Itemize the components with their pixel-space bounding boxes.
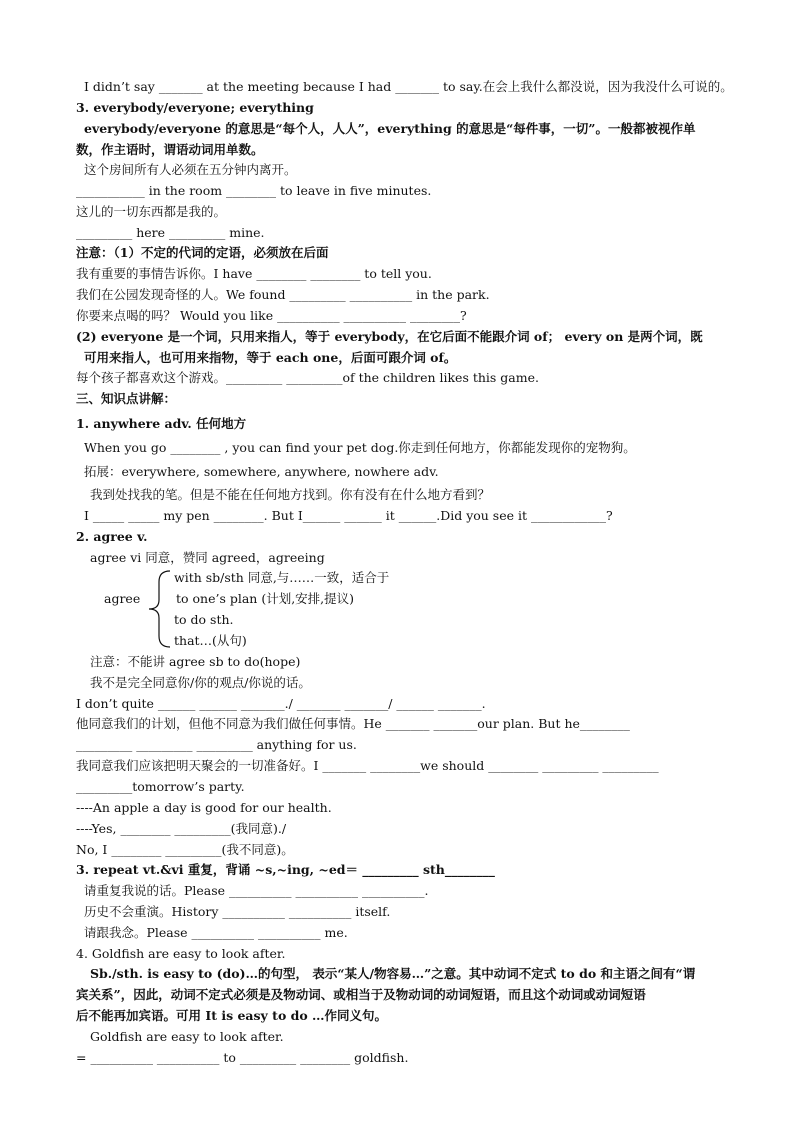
text-line: Goldfish are easy to look after.	[90, 1029, 284, 1044]
section-heading: 三、知识点讲解：	[76, 391, 177, 406]
text-line: 每个孩子都喜欢这个游戏。_________ _________of the children likes this game.	[76, 370, 539, 385]
text-line: 可用来指人，也可用来指物，等于 each one，后面可跟介词 of。	[84, 350, 457, 365]
text-line: I _____ _____ my pen ________. But I______ ______ it ______.Did you see it ____________?	[84, 508, 613, 523]
text-line: 注意：不能讲 agree sb to do(hope)	[90, 654, 301, 669]
brace-icon	[146, 570, 174, 648]
text-line: 请重复我说的话。Please __________ __________ __________.	[84, 883, 429, 898]
text-line: agree	[104, 591, 141, 606]
text-line: with sb/sth 同意,与……一致，适合于	[174, 570, 390, 585]
text-line: 这个房间所有人必须在五分钟内离开。	[84, 162, 297, 177]
section-heading: 4. Goldfish are easy to look after.	[76, 946, 286, 961]
text-line: Sb./sth. is easy to (do)…的句型， 表示“某人/物容易…”之意。其中动词不定式 to do 和主语之间有“谓	[90, 966, 696, 981]
text-line: ----Yes, ________ _________(我同意)./	[76, 821, 287, 836]
text-line: _________ _________ _________ anything for us.	[76, 737, 357, 752]
section-heading: 3. repeat vt.&vi 重复，背诵 ~s,~ing, ~ed＝ _________ sth________	[76, 862, 495, 877]
text-line: ----An apple a day is good for our health.	[76, 800, 332, 815]
note-heading: 注意：（1）不定的代词的定语，必须放在后面	[76, 245, 329, 260]
text-line: 我不是完全同意你/你的观点/你说的话。	[90, 675, 311, 690]
text-line: 宾关系”，因此，动词不定式必须是及物动词、或相当于及物动词的动词短语，而且这个动词或动词短语	[76, 987, 646, 1002]
text-line: agree vi 同意，赞同 agreed，agreeing	[90, 550, 325, 565]
text-line: _________tomorrow’s party.	[76, 779, 245, 794]
text-line: 后不能再加宾语。可用 It is easy to do …作同义句。	[76, 1008, 388, 1023]
text-line: 请跟我念。Please __________ __________ me.	[84, 925, 348, 940]
text-line: 我到处找我的笔。但是不能在任何地方找到。你有没有在什么地方看到？	[90, 487, 491, 502]
text-line: 我同意我们应该把明天聚会的一切准备好。I _______ ________we should ________ _________ _________	[76, 758, 659, 773]
text-line: When you go ________ , you can find your pet dog.你走到任何地方，你都能发现你的宠物狗。	[84, 440, 636, 455]
text-line: to one’s plan (计划,安排,提议)	[176, 591, 355, 606]
text-line: everybody/everyone 的意思是“每个人，人人”，everything 的意思是“每件事，一切”。一般都被视作单	[84, 121, 696, 136]
text-line: that…(从句)	[174, 633, 247, 648]
text-line: 历史不会重演。History __________ __________ itself.	[84, 904, 391, 919]
text-line: to do sth.	[174, 612, 234, 627]
text-line: _________ here _________ mine.	[76, 225, 265, 240]
text-line: ___________ in the room ________ to leave in five minutes.	[76, 183, 432, 198]
text-line: 你要来点喝的吗？ Would you like __________ __________ ________?	[76, 308, 467, 323]
text-line: I don’t quite ______ ______ _______./ _______ _______/ ______ _______.	[76, 696, 486, 711]
text-line: 我们在公园发现奇怪的人。We found _________ __________ in the park.	[76, 287, 490, 302]
text-line: 这儿的一切东西都是我的。	[76, 204, 227, 219]
text-line: 我有重要的事情告诉你。I have ________ ________ to tell you.	[76, 266, 432, 281]
section-heading: 2. agree v.	[76, 529, 148, 544]
section-heading: 3. everybody/everyone; everything	[76, 100, 314, 115]
text-line: No, I ________ _________(我不同意)。	[76, 842, 294, 857]
section-heading: 1. anywhere adv. 任何地方	[76, 416, 247, 431]
text-line: 数，作主语时，谓语动词用单数。	[76, 142, 264, 157]
text-line: = __________ __________ to _________ ________ goldfish.	[76, 1050, 409, 1065]
text-line: (2) everyone 是一个词，只用来指人，等于 everybody，在它后面不能跟介词 of； every on 是两个词，既	[76, 329, 703, 344]
text-line: I didn’t say _______ at the meeting because I had _______ to say.在会上我什么都没说，因为我没什么可说的。	[84, 79, 733, 94]
text-line: 他同意我们的计划，但他不同意为我们做任何事情。He _______ _______our plan. But he________	[76, 716, 630, 731]
text-line: 拓展：everywhere, somewhere, anywhere, nowhere adv.	[84, 464, 439, 479]
